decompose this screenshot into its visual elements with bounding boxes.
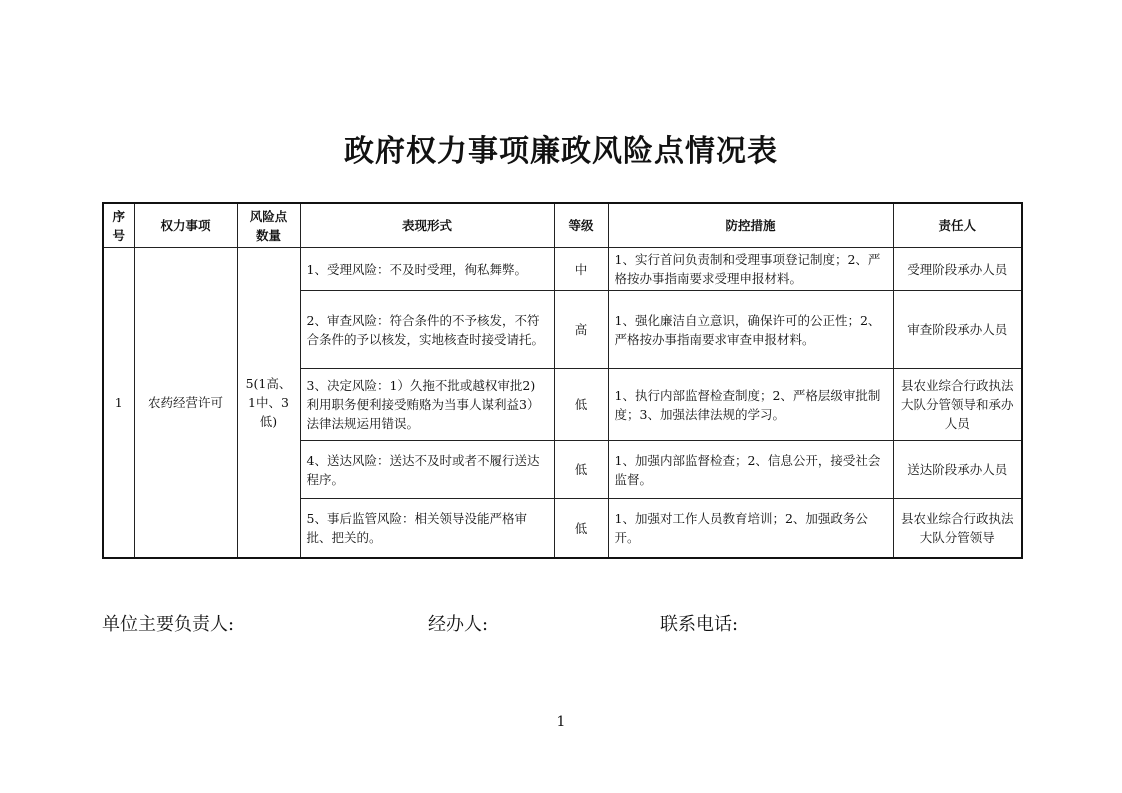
header-count-line2: 数量 (255, 227, 281, 243)
page-number: 1 (556, 714, 566, 730)
footer-handler: 经办人: (428, 614, 489, 635)
risk-responsible: 县农业综合行政执法大队分管领导和承办人员 (893, 369, 1022, 441)
risk-table (102, 202, 1023, 559)
risk-measures: 1、执行内部监督检查制度；2、严格层级审批制度；3、加强法律法规的学习。 (608, 369, 893, 441)
risk-measures: 1、加强对工作人员教育培训；2、加强政务公开。 (608, 499, 893, 559)
risk-level: 低 (554, 441, 608, 499)
header-form: 表现形式 (300, 203, 554, 248)
risk-form: 4、送达风险：送达不及时或者不履行送达程序。 (300, 441, 554, 499)
item-name: 农药经营许可 (134, 248, 237, 559)
header-seq-line1: 序 (112, 208, 125, 224)
risk-responsible: 受理阶段承办人员 (893, 248, 1022, 291)
risk-responsible: 县农业综合行政执法大队分管领导 (893, 499, 1022, 559)
risk-form: 5、事后监管风险：相关领导没能严格审批、把关的。 (300, 499, 554, 559)
header-responsible: 责任人 (893, 203, 1022, 248)
header-seq-line2: 号 (112, 227, 125, 243)
risk-level: 中 (554, 248, 608, 291)
header-seq (103, 203, 134, 248)
risk-level: 低 (554, 369, 608, 441)
header-item: 权力事项 (134, 203, 237, 248)
risk-measures: 1、强化廉洁自立意识，确保许可的公正性；2、严格按办事指南要求审查申报材料。 (608, 291, 893, 369)
table-row (103, 248, 1022, 291)
risk-form: 1、受理风险：不及时受理，徇私舞弊。 (300, 248, 554, 291)
header-measures: 防控措施 (608, 203, 893, 248)
risk-level: 低 (554, 499, 608, 559)
header-level: 等级 (554, 203, 608, 248)
item-risk-count: 5(1高、1中、3低) (237, 248, 300, 559)
risk-measures: 1、加强内部监督检查；2、信息公开，接受社会监督。 (608, 441, 893, 499)
item-seq: 1 (103, 248, 134, 559)
risk-form: 2、审查风险：符合条件的不予核发，不符合条件的予以核发，实地核查时接受请托。 (300, 291, 554, 369)
header-count-line1: 风险点 (249, 208, 288, 224)
footer-phone: 联系电话: (660, 614, 739, 635)
table-header-row (103, 203, 1022, 248)
risk-form: 3、决定风险：1）久拖不批或越权审批2)利用职务便利接受贿赂为当事人谋利益3）法律法规运用错误。 (300, 369, 554, 441)
header-risk-count (237, 203, 300, 248)
page-title: 政府权力事项廉政风险点情况表 (344, 134, 778, 169)
risk-responsible: 审查阶段承办人员 (893, 291, 1022, 369)
risk-measures: 1、实行首问负责制和受理事项登记制度；2、严格按办事指南要求受理申报材料。 (608, 248, 893, 291)
risk-responsible: 送达阶段承办人员 (893, 441, 1022, 499)
risk-level: 高 (554, 291, 608, 369)
footer-unit-head: 单位主要负责人: (102, 614, 235, 635)
